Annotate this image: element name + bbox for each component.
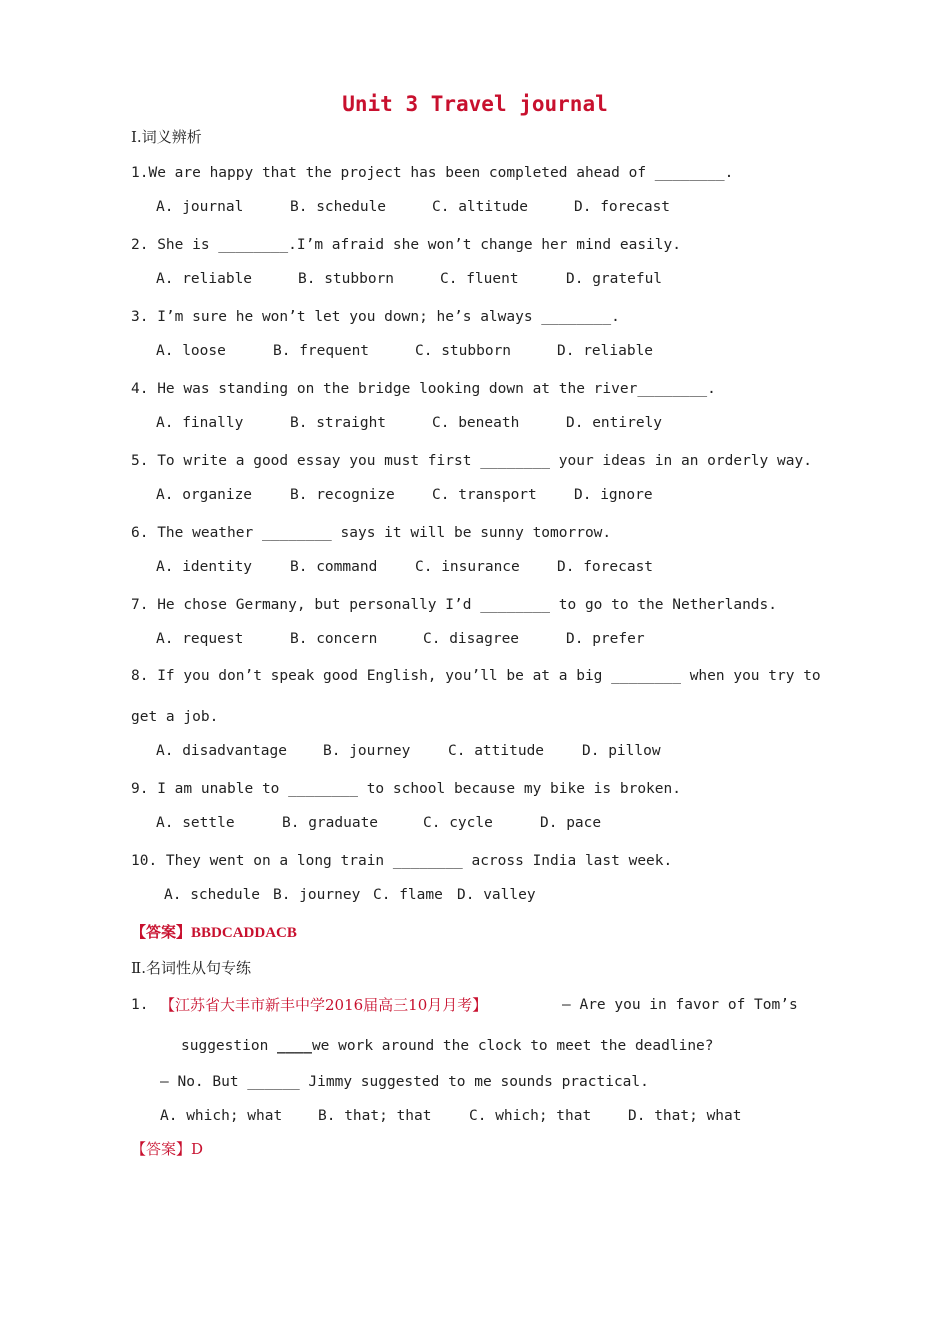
option-10a: A. schedule [164,887,261,903]
option-7c: C. disagree [423,631,520,647]
option-9b: B. graduate [282,815,379,831]
option-8c: C. attitude [448,743,545,759]
question-stem-5: 5. To write a good essay you must first ________ your ideas in an orderly way. [131,453,812,469]
question-stem-8-cont: get a job. [131,709,219,725]
option-1a: A. journal [156,199,244,215]
section-heading-vocabulary: Ⅰ.词义辨析 [131,128,202,146]
option-2-1a: A. which; what [160,1108,283,1124]
question-text-b: we work around the clock to meet the deadline? [311,1038,714,1054]
option-8b: B. journey [323,743,411,759]
option-9a: A. settle [156,815,235,831]
question-source: 【江苏省大丰市新丰中学2016届高三10月月考】 [160,996,488,1014]
option-2c: C. fluent [440,271,519,287]
option-4d: D. entirely [566,415,663,431]
option-6a: A. identity [156,559,253,575]
question-stem-7: 7. He chose Germany, but personally I’d ________ to go to the Netherlands. [131,597,778,613]
answer-label: 【答案】 [131,923,192,941]
option-5a: A. organize [156,487,253,503]
question-line-2-3: — No. But ______ Jimmy suggested to me sounds practical. [160,1074,649,1090]
option-10d: D. valley [457,887,536,903]
question-number-2-1: 1. [131,997,149,1013]
answer-block-section2 [131,1139,203,1159]
option-1b: B. schedule [290,199,387,215]
option-3c: C. stubborn [415,343,512,359]
option-9c: C. cycle [423,815,493,831]
question-stem-8: 8. If you don’t speak good English, you’ll be at a big ________ when you try to [131,668,821,684]
page-title: Unit 3 Travel journal [342,92,608,116]
answer-key-2: D [191,1140,204,1158]
option-7b: B. concern [290,631,378,647]
question-stem-10: 10. They went on a long train ________ across India last week. [131,853,673,869]
question-stem-1: 1.We are happy that the project has been completed ahead of ________. [131,165,734,181]
question-line-2-1: — Are you in favor of Tom’s [562,997,798,1013]
answer-label-2: 【答案】 [131,1140,192,1158]
option-6d: D. forecast [557,559,654,575]
option-6c: C. insurance [415,559,520,575]
option-10c: C. flame [373,887,443,903]
question-stem-3: 3. I’m sure he won’t let you down; he’s always ________. [131,309,620,325]
option-6b: B. command [290,559,378,575]
question-blank: ____ [277,1038,312,1054]
option-3b: B. frequent [273,343,370,359]
option-2-1b: B. that; that [318,1108,432,1124]
option-3a: A. loose [156,343,226,359]
answer-block-section1 [131,922,297,943]
option-3d: D. reliable [557,343,654,359]
option-8d: D. pillow [582,743,661,759]
option-5d: D. ignore [574,487,653,503]
option-2-1c: C. which; that [469,1108,592,1124]
question-stem-4: 4. He was standing on the bridge looking down at the river________. [131,381,716,397]
option-5c: C. transport [432,487,537,503]
option-1d: D. forecast [574,199,671,215]
option-2a: A. reliable [156,271,253,287]
option-7a: A. request [156,631,244,647]
option-4b: B. straight [290,415,387,431]
option-4a: A. finally [156,415,244,431]
question-line-2-2 [181,1036,714,1056]
option-9d: D. pace [540,815,602,831]
question-text-a: suggestion [181,1038,278,1054]
option-4c: C. beneath [432,415,520,431]
option-7d: D. prefer [566,631,645,647]
option-8a: A. disadvantage [156,743,287,759]
option-2d: D. grateful [566,271,663,287]
option-2-1d: D. that; what [628,1108,742,1124]
question-stem-9: 9. I am unable to ________ to school because my bike is broken. [131,781,681,797]
option-2b: B. stubborn [298,271,395,287]
section-heading-noun-clauses: Ⅱ.名词性从句专练 [131,959,251,977]
answer-key: BBDCADDACB [191,925,297,941]
option-10b: B. journey [273,887,361,903]
question-stem-2: 2. She is ________.I’m afraid she won’t change her mind easily. [131,237,681,253]
option-1c: C. altitude [432,199,529,215]
question-stem-6: 6. The weather ________ says it will be sunny tomorrow. [131,525,612,541]
option-5b: B. recognize [290,487,395,503]
